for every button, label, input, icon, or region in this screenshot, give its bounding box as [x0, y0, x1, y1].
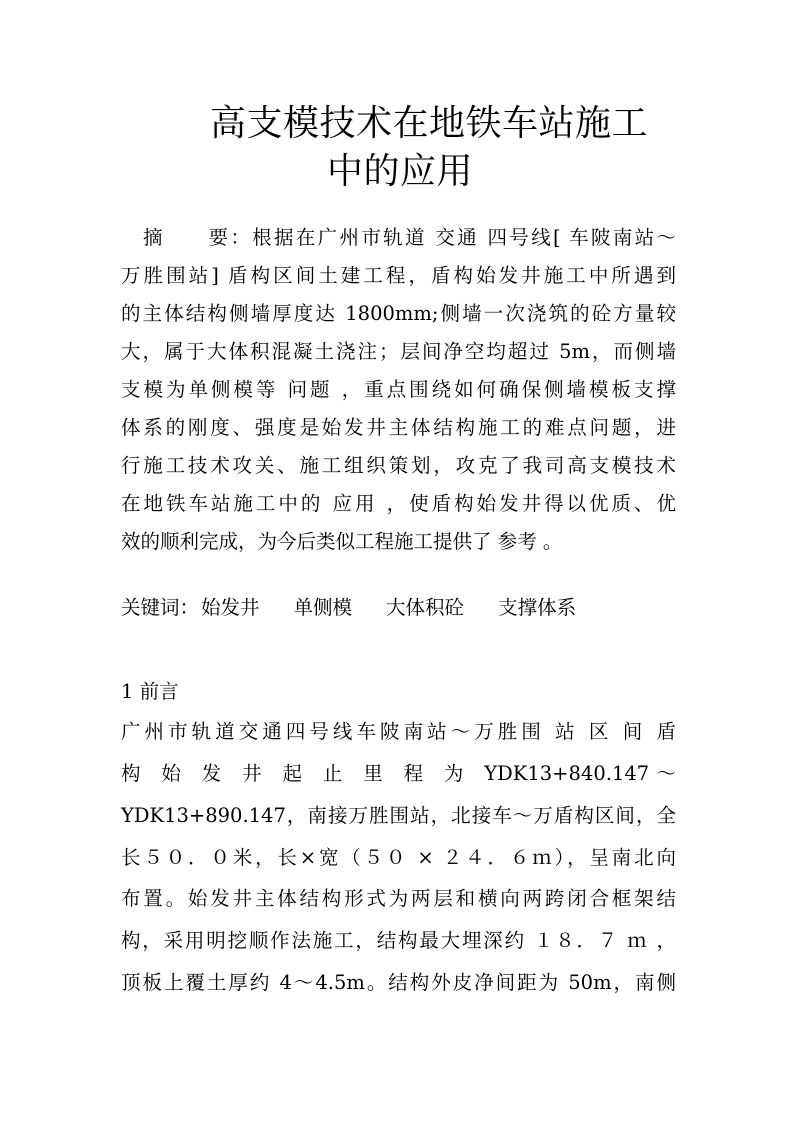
abstract-line: 体系的刚度、强度是始发井主体结构施工的难点问题，进: [121, 416, 676, 439]
abstract-line: 大，属于大体积混凝土浇注；层间净空均超过 5m，而侧墙: [121, 340, 676, 363]
section-heading: 1 前言: [121, 680, 179, 703]
body-line: 顶板上覆土厚约 4～4.5m。结构外皮净间距为 50m，南侧: [121, 971, 676, 994]
keyword-item: 支撑体系: [498, 596, 577, 619]
body-line: 布置。始发井主体结构形式为两层和横向两跨闭合框架结: [121, 887, 676, 910]
abstract-line: 的主体结构侧墙厚度达 1800mm;侧墙一次浇筑的砼方量较: [121, 302, 676, 325]
keywords-label: 关键词：: [121, 596, 200, 619]
body-line: 长５０．０米，长×宽（５０ × ２４．６ｍ），呈南北向: [121, 846, 676, 869]
abstract-line: 摘 要：根据在广州市轨道 交通 四号线[ 车陂南站～: [143, 226, 676, 249]
body-line: 构 始 发 井 起 止 里 程 为 YDK13+840.147～: [121, 762, 676, 785]
abstract-line: 在地铁车站施工中的 应用 ，使盾构始发井得以优质、优: [121, 492, 676, 515]
body-line: YDK13+890.147，南接万胜围站，北接车～万盾构区间，全: [121, 804, 676, 827]
keyword-item: 大体积砼: [386, 596, 465, 619]
abstract-line: 行施工技术攻关、施工组织策划，攻克了我司高支模技术: [121, 454, 676, 477]
body-line: 广州市轨道交通四号线车陂南站～万胜围 站 区 间 盾: [121, 720, 676, 743]
keyword-item: 单侧模: [293, 596, 353, 619]
keyword-item: 始发井: [201, 596, 260, 619]
document-title-line-1: 高支模技术在地铁车站施工: [210, 103, 649, 144]
abstract-line: 万胜围站] 盾构区间土建工程，盾构始发井施工中所遇到: [121, 264, 676, 287]
abstract-line: 支模为单侧模等 问题 ，重点围绕如何确保侧墙模板支撑: [121, 378, 676, 401]
body-line: 构，采用明挖顺作法施工，结构最大埋深约 １８．７ ｍ ，: [121, 929, 676, 952]
abstract-line: 效的顺利完成，为今后类似工程施工提供了 参考 。: [121, 530, 563, 553]
keywords: [121, 596, 610, 620]
document-title-line-2: 中的应用: [327, 151, 474, 192]
